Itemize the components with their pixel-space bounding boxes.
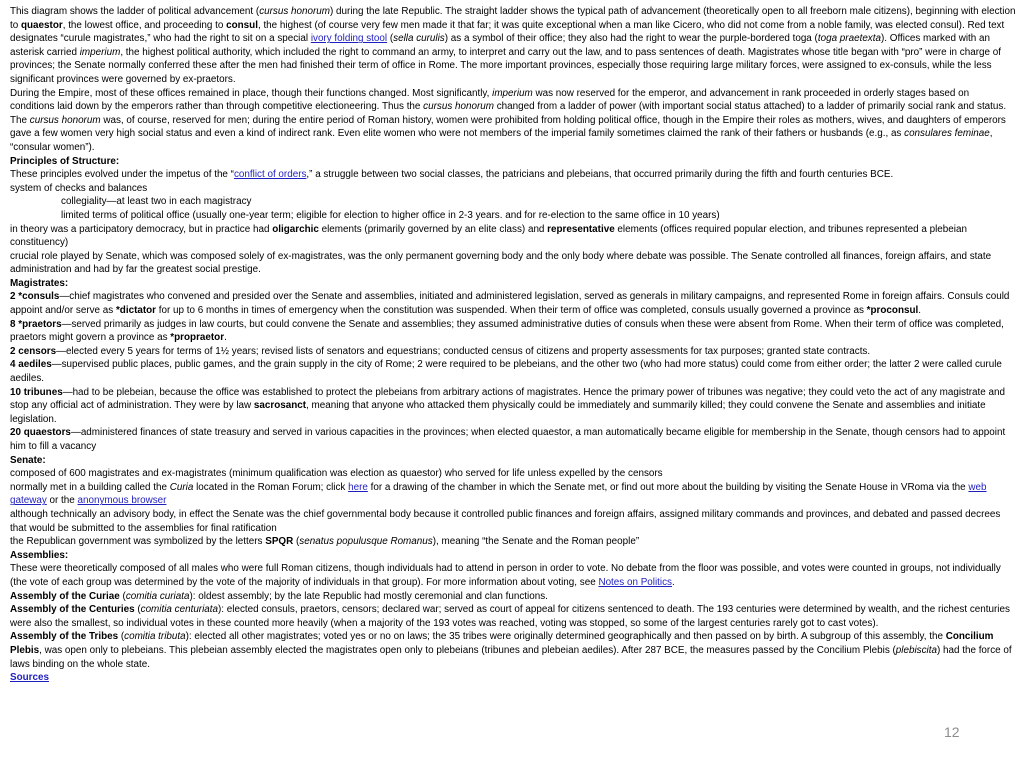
paragraph [10, 250, 1016, 277]
text-run: —chief magistrates who convened and presided over the Senate and assemblies, initiated and administered legislation, served as generals in military campaigns, and represented Rome in foreign affairs. Consuls could appoint and/or serve as [10, 291, 1010, 317]
text-run: located in the Roman Forum; click [193, 481, 349, 493]
text-run: ) had the force of laws binding on the whole state. [10, 644, 1012, 670]
paragraph [10, 223, 1016, 250]
paragraph [10, 590, 1016, 604]
bold-text: 2 *consuls [10, 291, 60, 303]
link[interactable]: web gateway [10, 481, 987, 507]
text-run: elements (primarily governed by an elite class) and [318, 223, 548, 235]
document-body [10, 5, 1016, 685]
link[interactable]: Notes on Politics [598, 576, 672, 588]
italic-text: Curia [169, 481, 194, 493]
text-run: ( [118, 631, 125, 643]
paragraph [10, 290, 1016, 317]
text-run: was now reserved for the emperor, and advancement in rank proceeded in orderly stages based on conditions laid down by the emperors rather than through competitive electioneering. Thus the [10, 87, 970, 113]
text-run: ): elected all other magistrates; voted yes or no on laws; the 35 tribes were originally determined geographically and then passed on by birth. A subgroup of this assembly, the [185, 631, 946, 643]
bold-text: 10 tribunes [10, 386, 63, 398]
text-run: in theory was a participatory democracy, but in practice had [10, 223, 273, 235]
paragraph [10, 195, 1016, 209]
bold-text: *dictator [115, 305, 157, 317]
bold-text: *proconsul [866, 305, 919, 317]
italic-text: cursus honorum [29, 114, 101, 126]
page-number: 12 [944, 724, 960, 740]
text-run: elements (offices required popular election, and tribunes represented a plebeian constituency) [10, 223, 967, 249]
text-run: composed of 600 magistrates and ex-magistrates (minimum qualification was election as quaestor) who served for life unless expelled by the censors [10, 468, 663, 480]
link[interactable]: here [348, 481, 368, 493]
paragraph [10, 535, 1016, 549]
link[interactable]: conflict of orders [233, 169, 307, 181]
paragraph [10, 182, 1016, 196]
text-run: —elected every 5 years for terms of 1½ years; revised lists of senators and equestrians; conducted census of citizens and property assessments for tax purposes; granted state contracts. [56, 345, 871, 357]
text-run: . [671, 576, 675, 588]
paragraph [10, 426, 1016, 453]
bold-text: oligarchic [272, 223, 319, 235]
italic-text: imperium [492, 87, 533, 99]
text-run: collegiality—at least two in each magistracy [61, 196, 252, 208]
paragraph [10, 209, 1016, 223]
bold-text: quaestor [20, 19, 63, 31]
text-run: system of checks and balances [10, 182, 148, 194]
text-run: although technically an advisory body, in effect the Senate was the chief governmental body because it controlled public finances and foreign affairs, assigned military commands and provinces, and debated and passed decrees that would be submitted to the assemblies for final ratification [10, 508, 1001, 534]
bold-text: Assembly of the Centuries [10, 604, 135, 616]
bold-text: Assembly of the Curiae [10, 590, 120, 602]
text-run: —served primarily as judges in law courts, but could convene the Senate and assemblies; they assumed administrative duties of consuls when these were absent from Rome. When their term of office was completed, praetors might govern a province as [10, 318, 1004, 344]
text-run: —had to be plebeian, because the office was established to protect the plebeians from arbitrary actions of magistrates. Hence the primary power of tribunes was negative; they could veto the act of any magistrate and stop any official act of administration. They were by law [10, 386, 1005, 412]
paragraph [10, 481, 1016, 508]
link[interactable]: ivory folding stool [310, 33, 388, 45]
italic-text: consulares feminae [904, 128, 990, 140]
italic-text: imperium [79, 46, 121, 58]
link[interactable]: Sources [10, 672, 49, 684]
text-run: limited terms of political office (usually one-year term; eligible for election to higher office in 2-3 years. and for re-election to the same office in 10 years) [61, 209, 720, 221]
link[interactable]: anonymous browser [77, 495, 167, 507]
paragraph [10, 155, 1016, 169]
text-run: for up to 6 months in times of emergency when the constitution was suspended. When their term of office was completed, consuls usually governed a province as [156, 305, 867, 317]
paragraph [10, 603, 1016, 630]
text-run: During the Empire, most of these offices remained in place, though their functions changed. Most significantly, [10, 87, 493, 99]
italic-text: comitia centuriata [140, 604, 219, 616]
text-run: ): elected consuls, praetors, censors; declared war; served as court of appeal for citizens sentenced to death. The 193 centuries were determined by wealth, and the richest centuries were also the smallest, so individual votes in these counted more heavily (when a majority of the 193 votes was reached, voting was stopped, so some of the largest centuries rarely got to cast votes). [10, 604, 1010, 629]
text-run: for a drawing of the chamber in which the Senate met, or find out more about the building by visiting the Senate House in VRoma via the [367, 481, 969, 493]
text-run: ( [119, 590, 126, 602]
bold-text: 4 aediles [10, 359, 52, 371]
text-run: ( [134, 604, 141, 616]
text-run: These were theoretically composed of all males who were full Roman citizens, though individuals had to attend in person in order to vote. No debate from the floor was possible, and votes were counted in groups, not individually (the vote of each group was determined by the vote of the majority of individuals in that group). For more information about voting, see [10, 563, 1001, 588]
paragraph [10, 5, 1016, 87]
paragraph [10, 549, 1016, 563]
text-run: ) during the late Republic. The straight ladder shows the typical path of advancement (theoretically open to all freeborn male citizens), beginning with election to [10, 6, 1016, 31]
paragraph [10, 168, 1016, 182]
paragraph [10, 87, 1016, 155]
text-run: normally met in a building called the [10, 481, 170, 493]
bold-text: *propraetor [170, 332, 225, 344]
paragraph [10, 467, 1016, 481]
text-run: , “consular women”). [10, 128, 993, 153]
bold-text: 8 *praetors [10, 318, 62, 330]
bold-text: Concilium Plebis [10, 631, 994, 656]
paragraph [10, 508, 1016, 535]
italic-text: comitia curiata [125, 590, 190, 602]
text-run: ): oldest assembly; by the late Republic had mostly ceremonial and clan functions. [189, 590, 548, 602]
text-run: ,” a struggle between two social classes, the patricians and plebeians, that occurred primarily during the fifth and fourth centuries BCE. [306, 169, 894, 181]
italic-text: senatus populusque Romanus [299, 536, 433, 548]
text-run: , was open only to plebeians. This plebeian assembly elected the magistrates open only to plebeians (tribunes and plebeian aediles). After 287 BCE, the measures passed by the Concilium Plebis ( [39, 644, 896, 656]
italic-text: plebiscita [895, 644, 937, 656]
italic-text: sella curulis [393, 33, 445, 45]
text-run: , the lowest office, and proceeding to [62, 19, 227, 31]
bold-text: 20 quaestors [10, 427, 71, 439]
text-run: This diagram shows the ladder of political advancement ( [10, 6, 260, 17]
bold-text: Principles of Structure: [10, 155, 120, 167]
text-run: crucial role played by Senate, which was composed solely of ex-magistrates, was the only permanent governing body and the only body where debate was possible. The Senate controlled all finances, foreign affairs, and state administration and had by far the greatest social prestige. [10, 250, 992, 276]
bold-text: 2 censors [10, 345, 57, 357]
text-run: . [224, 332, 227, 344]
paragraph [10, 345, 1016, 359]
text-run: ), meaning “the Senate and the Roman people” [432, 536, 640, 548]
text-run: ( [293, 536, 300, 548]
paragraph [10, 386, 1016, 427]
bold-text: Senate: [10, 454, 46, 466]
paragraph [10, 358, 1016, 385]
paragraph [10, 630, 1016, 671]
text-run: changed from a ladder of power (with important social status attached) to a ladder of primarily social rank and status. The [10, 101, 1007, 126]
text-run: ) as a symbol of their office; they also had the right to wear the purple-bordered toga ( [444, 33, 818, 45]
text-run: , meaning that anyone who attacked them physically could be immediately and summarily killed; they could convene the Senate and assemblies and initiate legislation. [10, 400, 986, 425]
bold-text: Assembly of the Tribes [10, 631, 119, 643]
text-run: —supervised public places, public games, and the grain supply in the city of Rome; 2 were required to be plebeians, and the other two (who had more status) could come from either order; the latter 2 were called curule aediles. [10, 359, 1002, 385]
paragraph [10, 562, 1016, 589]
bold-text: sacrosanct [253, 400, 307, 412]
text-run: These principles evolved under the impetus of the “ [10, 169, 234, 181]
text-run: . [918, 305, 921, 317]
bold-text: SPQR [265, 536, 294, 548]
paragraph [10, 671, 1016, 685]
bold-text: Assemblies: [10, 549, 69, 561]
bold-text: consul [226, 19, 258, 31]
italic-text: cursus honorum [259, 6, 331, 17]
text-run: , the highest political authority, which included the right to command an army, to interpret and carry out the law, and to pass sentences of death. Magistrates whose title began with “pro” were in charge of provinces; the Senate normally conferred these after the men had finished their term of office in Rome. The more important provinces, especially those requiring large military forces, were assigned to ex-consuls, while the less significant provinces were governed by ex-praetors. [10, 46, 1001, 85]
text-run: or the [46, 495, 78, 507]
text-run: , the highest (of course very few men made it that far; it was quite exceptional when a man like Cicero, who did not come from a noble family, was elected consul). Red text designates “curule magistrates,” who had the right to sit on a special [10, 19, 1005, 45]
text-run: —administered finances of state treasury and served in various capacities in the provinces; when elected quaestor, a man automatically became eligible for membership in the Senate, though censors had to appoint him to fill a vacancy [10, 427, 1006, 452]
text-run: ( [387, 33, 394, 45]
bold-text: Magistrates: [10, 277, 69, 289]
italic-text: cursus honorum [423, 101, 494, 113]
paragraph [10, 318, 1016, 345]
italic-text: comitia tributa [124, 631, 186, 643]
text-run: was, of course, reserved for men; during the entire period of Roman history, women were prohibited from holding political office, though in the Empire their roles as mothers, wives, and daughters of emperors gave a few women very high social status and even a kind of indirect rank. Even elite women who were not members of the imperial family sometimes claimed the rank of their fathers or husbands (e.g., as [10, 114, 1006, 140]
italic-text: toga praetexta [817, 33, 881, 45]
bold-text: representative [547, 223, 615, 235]
text-run: ). Offices marked with an asterisk carried [10, 33, 991, 58]
paragraph [10, 454, 1016, 468]
paragraph [10, 277, 1016, 291]
text-run: the Republican government was symbolized by the letters [10, 536, 266, 548]
